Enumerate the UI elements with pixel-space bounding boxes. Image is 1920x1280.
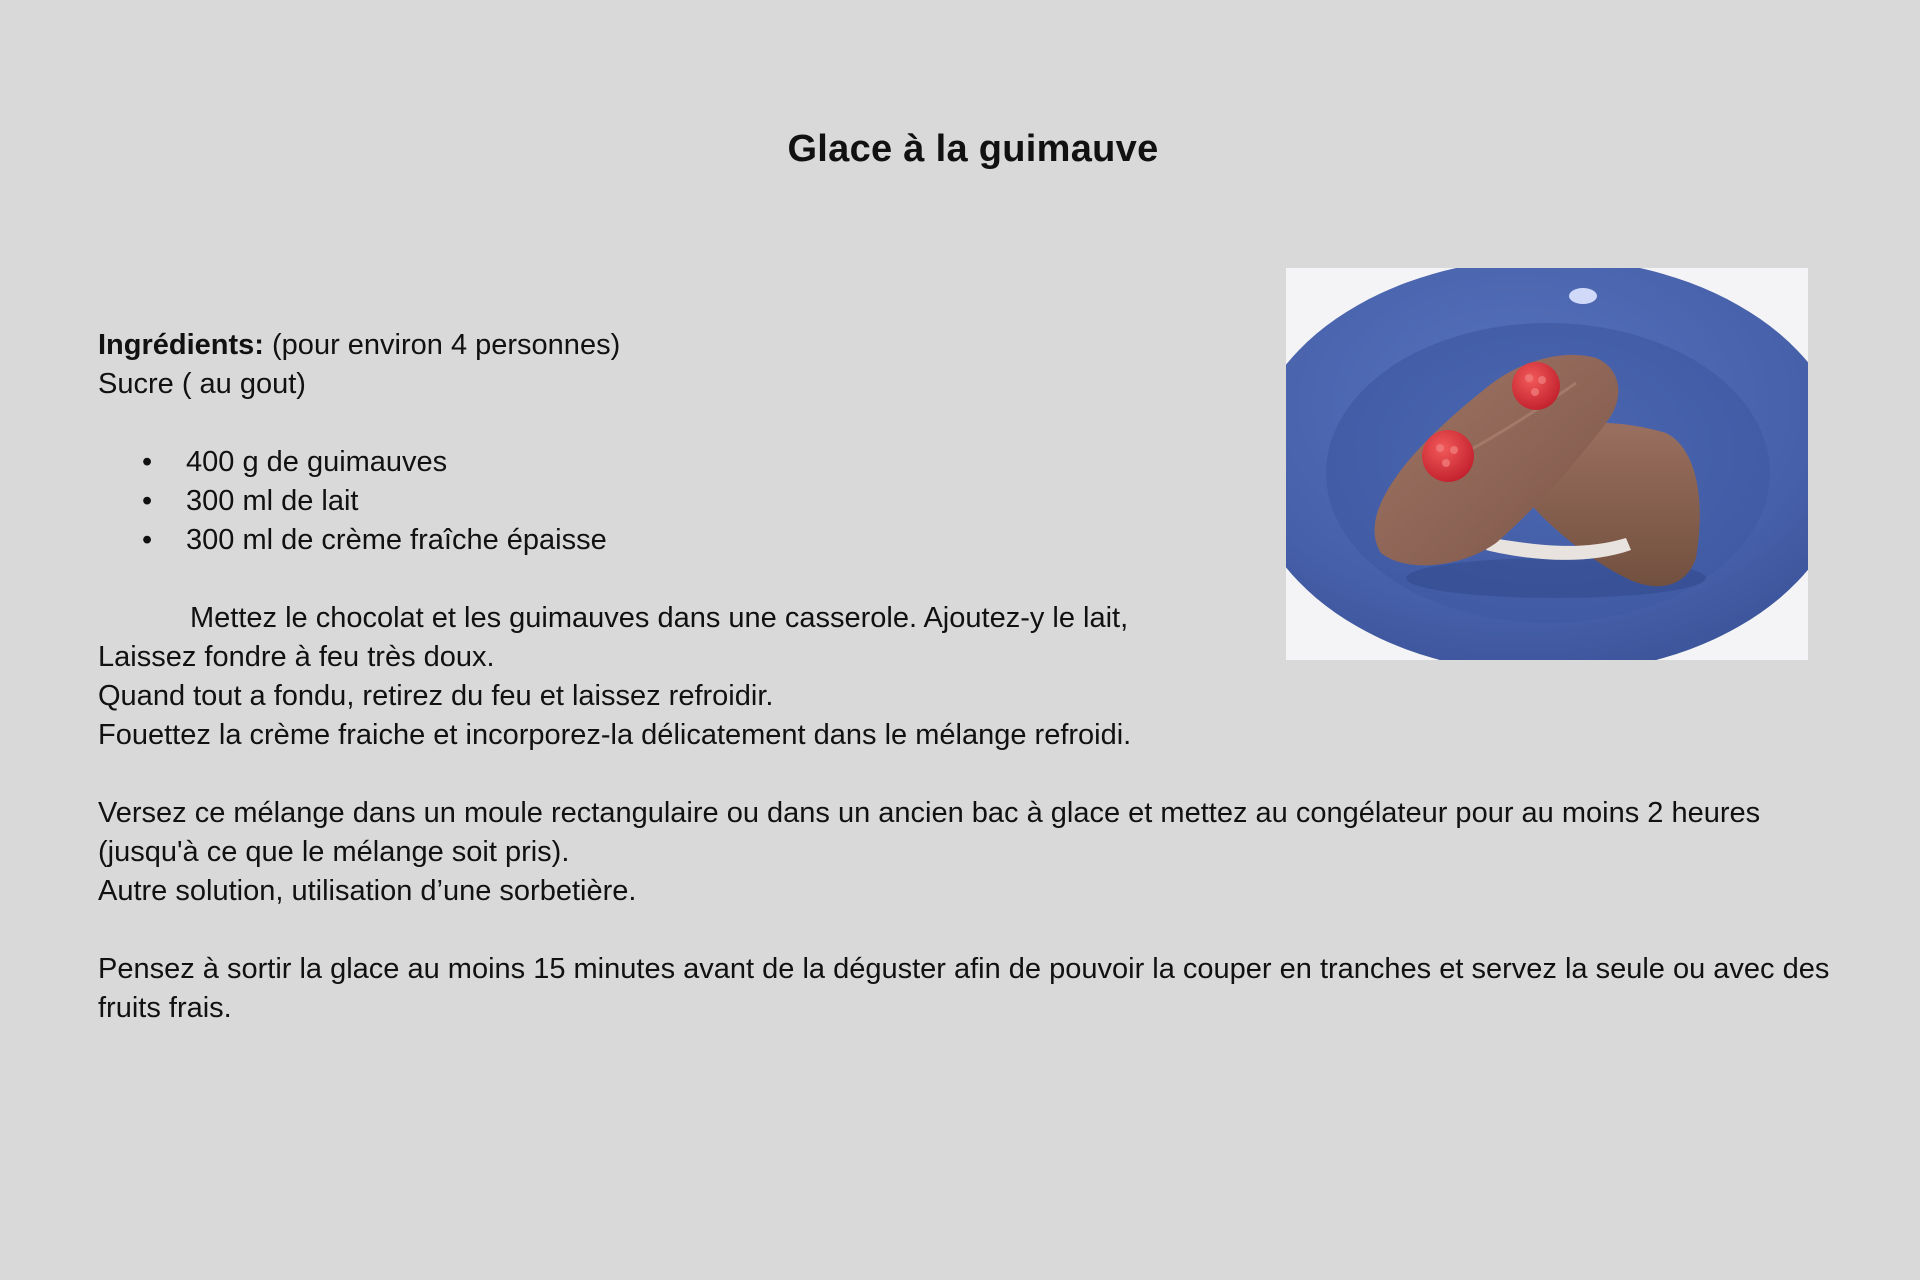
list-item: • 300 ml de crème fraîche épaisse	[98, 521, 1858, 560]
bullet-icon: •	[142, 524, 153, 556]
spacer	[98, 560, 1858, 599]
ingredients-label: Ingrédients:	[98, 329, 264, 361]
list-item: • 300 ml de lait	[98, 482, 1858, 521]
list-item: • 400 g de guimauves	[98, 443, 1858, 482]
step-line: Fouettez la crème fraiche et incorporez-la délicatement dans le mélange refroidi.	[98, 719, 1132, 751]
spacer	[98, 404, 1858, 443]
page-title: Glace à la guimauve	[787, 128, 1159, 170]
step-line: Quand tout a fondu, retirez du feu et laissez refroidir.	[98, 680, 774, 712]
ingredients-note: (pour environ 4 personnes)	[263, 329, 621, 361]
plate-highlight	[1569, 288, 1597, 304]
bullet-icon: •	[142, 485, 153, 517]
sugar-line: Sucre ( au gout)	[98, 368, 306, 400]
step-line: Mettez le chocolat et les guimauves dans une casserole. Ajoutez-y le lait,	[190, 602, 1129, 634]
bullet-icon: •	[142, 446, 153, 478]
alternative-line: Autre solution, utilisation d’une sorbetière.	[98, 875, 637, 907]
spacer	[98, 911, 1858, 950]
recipe-content	[98, 326, 1858, 1028]
spacer	[98, 755, 1858, 794]
step-line: Laissez fondre à feu très doux.	[98, 641, 495, 673]
ingredients-heading	[98, 326, 1858, 365]
ingredients-list	[98, 443, 1858, 560]
serving-paragraph: Pensez à sortir la glace au moins 15 minutes avant de la déguster afin de pouvoir la couper en tranches et servez la seule ou avec des fruits frais.	[98, 953, 1830, 1024]
freeze-paragraph: Versez ce mélange dans un moule rectangulaire ou dans un ancien bac à glace et mettez au congélateur pour au moins 2 heures (jusqu'à ce que le mélange soit pris).	[98, 797, 1761, 868]
